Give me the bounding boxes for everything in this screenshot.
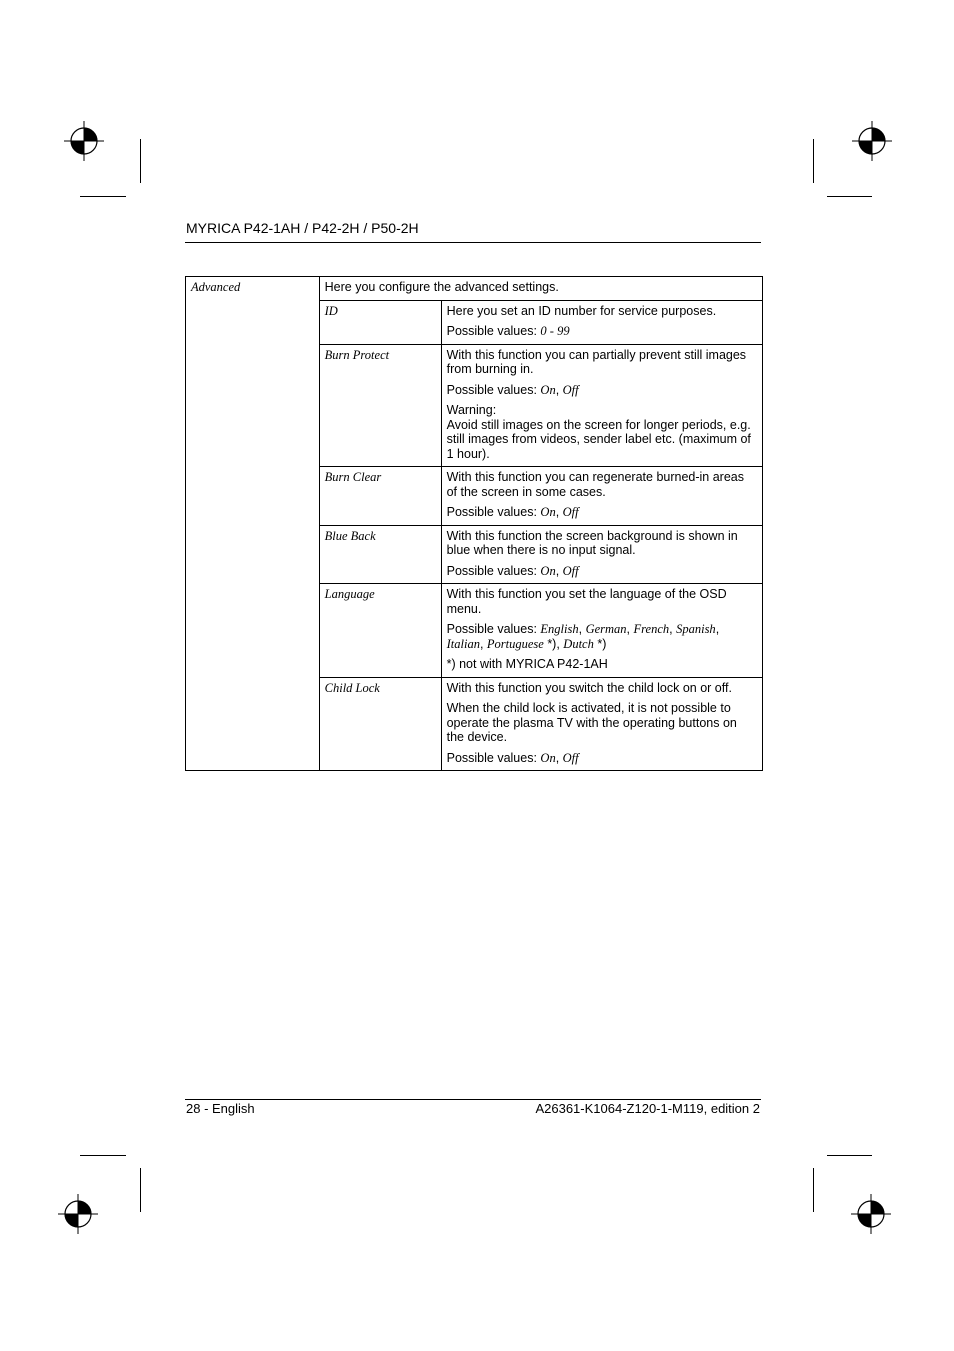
- description-paragraph: When the child lock is activated, it is not possible to operate the plasma TV with the operating buttons on the device.: [446, 701, 737, 744]
- description-paragraph: With this function you switch the child lock on or off.: [446, 680, 732, 695]
- setting-term-blue-back: Blue Back: [319, 525, 441, 584]
- value-separator: ,: [626, 622, 634, 636]
- footnote-mark: *),: [543, 636, 564, 651]
- document-id: A26361-K1064-Z120-1-M119, edition 2: [535, 1101, 760, 1116]
- value-separator: ,: [669, 622, 677, 636]
- footer-rule: [185, 1099, 761, 1100]
- value-option: French: [633, 622, 670, 636]
- value-option: Off: [562, 505, 579, 519]
- setting-term-child-lock: Child Lock: [319, 677, 441, 771]
- value-option: On: [540, 382, 556, 397]
- possible-values: [447, 564, 757, 579]
- value-option: German: [585, 622, 627, 636]
- description-paragraph: With this function the screen background is shown in blue when there is no input signal.: [446, 528, 738, 557]
- value-option: English: [540, 622, 579, 636]
- setting-description-id: [441, 300, 762, 344]
- description-paragraph: With this function you can regenerate burned-in areas of the screen in some cases.: [446, 470, 745, 499]
- setting-term-id: ID: [319, 300, 441, 344]
- setting-term-burn-clear: Burn Clear: [319, 467, 441, 526]
- value-option: On: [540, 750, 556, 765]
- header-rule: [185, 242, 761, 243]
- value-option: Spanish: [676, 622, 716, 636]
- setting-description-child-lock: [441, 677, 762, 771]
- possible-values: [447, 622, 757, 651]
- advanced-settings-table: [185, 276, 763, 771]
- value-option: Dutch: [563, 636, 594, 651]
- section-description: Here you configure the advanced settings.: [319, 277, 762, 301]
- possible-values-label: Possible values:: [446, 324, 541, 338]
- crop-mark: [827, 196, 872, 197]
- value-option: Off: [562, 382, 579, 397]
- possible-values-label: Possible values:: [446, 750, 541, 765]
- crop-mark: [813, 139, 814, 183]
- possible-values: [447, 383, 757, 398]
- page-header-title: MYRICA P42-1AH / P42-2H / P50-2H: [186, 220, 419, 236]
- warning-label: Warning:: [446, 403, 497, 417]
- value-range: 0 - 99: [540, 324, 570, 338]
- setting-term-burn-protect: Burn Protect: [319, 344, 441, 467]
- crop-mark: [140, 1168, 141, 1212]
- warning-text: Avoid still images on the screen for longer periods, e.g. still images from videos, sender label etc. (maximum of 1 hour).: [446, 417, 751, 461]
- value-option: On: [540, 505, 556, 519]
- possible-values-label: Possible values:: [446, 563, 541, 578]
- crop-mark: [827, 1155, 872, 1156]
- value-option: On: [540, 563, 556, 578]
- value-separator: ,: [555, 750, 563, 765]
- page-number: 28 - English: [186, 1101, 255, 1116]
- table-row: [186, 277, 763, 301]
- value-separator: ,: [578, 622, 586, 636]
- crop-mark: [80, 196, 126, 197]
- value-separator: ,: [555, 382, 563, 397]
- value-option: Portuguese: [486, 636, 544, 651]
- registration-mark-icon: [852, 121, 892, 161]
- warning-paragraph: [447, 403, 757, 461]
- setting-description-burn-clear: [441, 467, 762, 526]
- crop-mark: [80, 1155, 126, 1156]
- possible-values: [447, 324, 757, 339]
- value-option: Off: [562, 563, 579, 578]
- value-separator: ,: [555, 505, 563, 519]
- section-term: Advanced: [186, 277, 320, 771]
- description-paragraph: With this function you can partially prevent still images from burning in.: [446, 347, 747, 376]
- description-paragraph: With this function you set the language of the OSD menu.: [446, 587, 727, 616]
- possible-values-label: Possible values:: [446, 505, 541, 519]
- crop-mark: [140, 139, 141, 183]
- footnote-mark: *): [593, 636, 607, 651]
- description-paragraph: Here you set an ID number for service purposes.: [446, 303, 717, 318]
- value-separator: ,: [555, 563, 563, 578]
- setting-description-blue-back: [441, 525, 762, 584]
- setting-description-language: [441, 584, 762, 678]
- value-option: Off: [562, 750, 579, 765]
- footnote: *) not with MYRICA P42-1AH: [446, 657, 608, 671]
- setting-description-burn-protect: [441, 344, 762, 467]
- registration-mark-icon: [64, 121, 104, 161]
- value-option: Italian: [446, 636, 480, 651]
- crop-mark: [813, 1168, 814, 1212]
- registration-mark-icon: [851, 1194, 891, 1234]
- registration-mark-icon: [58, 1194, 98, 1234]
- possible-values-label: Possible values:: [446, 382, 541, 397]
- value-separator: ,: [479, 636, 487, 651]
- possible-values-label: Possible values:: [446, 622, 541, 636]
- possible-values: [447, 751, 757, 766]
- possible-values: [447, 505, 757, 520]
- value-separator: ,: [715, 622, 720, 636]
- setting-term-language: Language: [319, 584, 441, 678]
